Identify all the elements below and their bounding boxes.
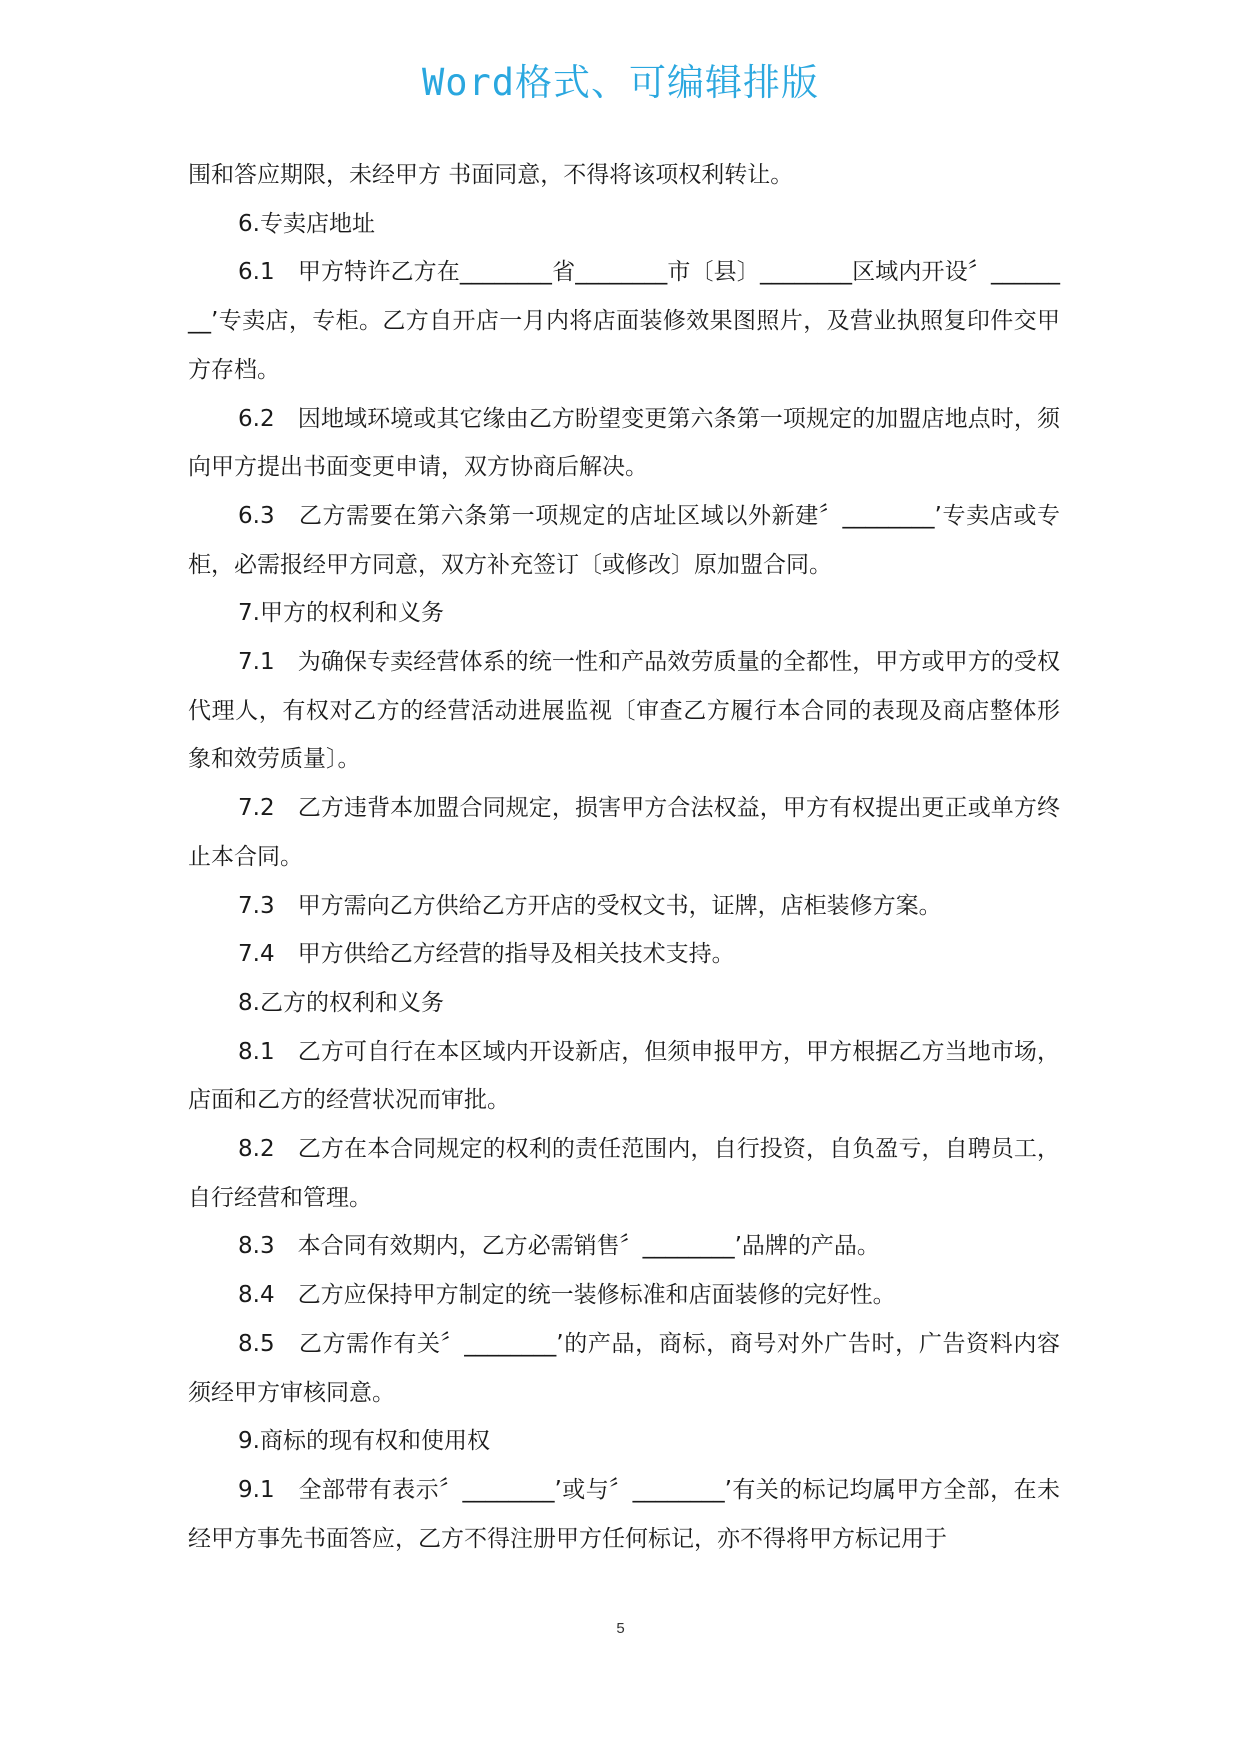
paragraph: 8.2 乙方在本合同规定的权利的责任范围内，自行投资，自负盈亏，自聘员工，自行经营和管理。 xyxy=(188,1136,1060,1211)
section-heading: 8.乙方的权利和义务 xyxy=(238,989,444,1016)
section-heading: 6.专卖店地址 xyxy=(238,210,375,237)
paragraph: 8.4 乙方应保持甲方制定的统一装修标准和店面装修的完好性。 xyxy=(238,1282,896,1309)
paragraph: 7.4 甲方供给乙方经营的指导及相关技术支持。 xyxy=(238,941,735,968)
paragraph: 7.2 乙方违背本加盟合同规定，损害甲方合法权益，甲方有权提出更正或单方终止本合同。 xyxy=(188,795,1060,870)
paragraph: 8.5 乙方需作有关〞________’的产品，商标，商号对外广告时，广告资料内容须经甲方审核同意。 xyxy=(188,1330,1060,1406)
paragraph: 8.1 乙方可自行在本区域内开设新店，但须申报甲方，甲方根据乙方当地市场，店面和乙方的经营状况而审批。 xyxy=(188,1038,1060,1114)
paragraph: 8.3 本合同有效期内，乙方必需销售〞________’品牌的产品。 xyxy=(238,1233,880,1260)
paragraph: 6.3 乙方需要在第六条第一项规定的店址区域以外新建〞________’专卖店或专柜，必需报经甲方同意，双方补充签订〔或修改〕原加盟合同。 xyxy=(188,502,1060,578)
paragraph: 7.1 为确保专卖经营体系的统一性和产品效劳质量的全都性，甲方或甲方的受权代理人，有权对乙方的经营活动进展监视〔审查乙方履行本合同的表现及商店整体形象和效劳质量〕。 xyxy=(188,649,1060,773)
paragraph: 6.2 因地域环境或其它缘由乙方盼望变更第六条第一项规定的加盟店地点时，须向甲方提出书面变更申请，双方协商后解决。 xyxy=(188,405,1060,481)
paragraph: 7.3 甲方需向乙方供给乙方开店的受权文书，证牌，店柜装修方案。 xyxy=(238,892,942,919)
page-number: 5 xyxy=(616,1620,625,1637)
paragraph: 围和答应期限，未经甲方 书面同意，不得将该项权利转让。 xyxy=(188,162,794,188)
section-heading: 9.商标的现有权和使用权 xyxy=(238,1428,490,1455)
paragraph: 6.1 甲方特许乙方在________省________市〔县〕________区域内开设〞________’专卖店，专柜。乙方自开店一月内将店面装修效果图照片，及营业执照复印件交甲方存档。 xyxy=(188,259,1060,383)
page-header-title: Word格式、可编辑排版 xyxy=(421,61,820,104)
document-body xyxy=(188,151,1060,1563)
paragraph: 9.1 全部带有表示〞________’或与〞________’有关的标记均属甲方全部，在未经甲方事先书面答应，乙方不得注册甲方任何标记，亦不得将甲方标记用于 xyxy=(188,1476,1060,1552)
section-heading: 7.甲方的权利和义务 xyxy=(238,600,444,627)
